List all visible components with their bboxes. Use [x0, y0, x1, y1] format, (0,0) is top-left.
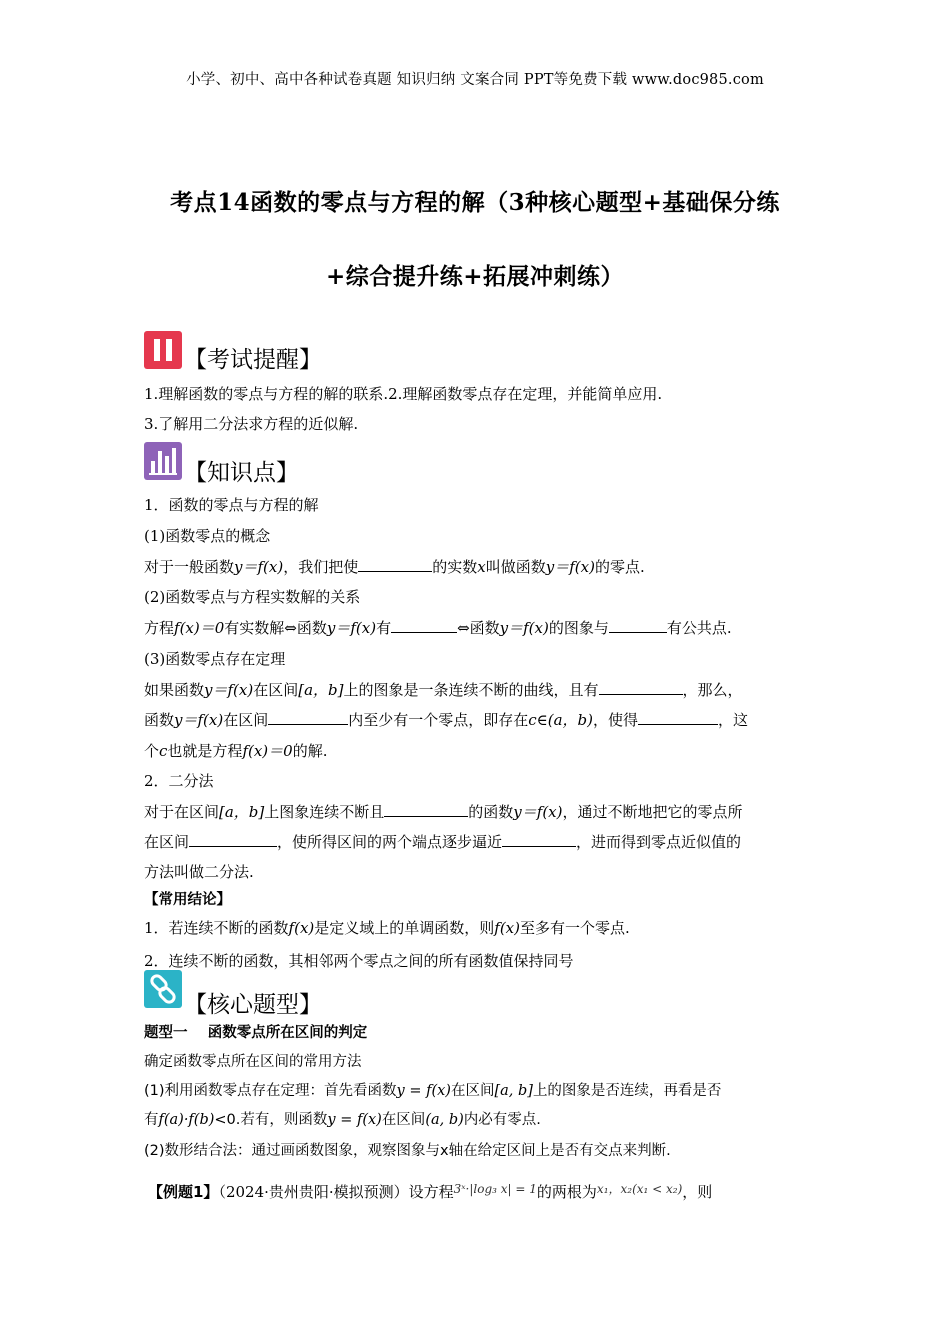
conclusions-title: 【常用结论】 — [144, 892, 231, 908]
method-1-line-1: (1)利用函数零点存在定理：首先看函数y = f(x)在区间[a, b]上的图象是否连续，再看是否 — [144, 1083, 722, 1099]
conclusion-1: 1．若连续不断的函数f(x)是定义域上的单调函数，则f(x)至多有一个零点. — [144, 919, 630, 937]
exam-tip-line-2: 3.了解用二分法求方程的近似解. — [144, 415, 359, 433]
section-title-core: 【核心题型】 — [184, 992, 322, 1018]
knowledge-sub-1b: (2)函数零点与方程实数解的关系 — [144, 588, 361, 606]
knowledge-theorem-line-2: 函数y＝f(x)在区间 内至少有一个零点，即存在c∈(a，b)，使得 ，这 — [144, 711, 749, 729]
pause-icon — [144, 331, 182, 369]
example-1: 【例题1】（2024·贵州贵阳·模拟预测）设方程$^{3ˣ\cdot|log_3 x| = 1}$的两根为$^{x_1,x_2(x_1 < x_2)}$，则 — [148, 1182, 713, 1201]
conclusion-2: 2．连续不断的函数，其相邻两个零点之间的所有函数值保持同号 — [144, 952, 574, 970]
example-1-roots: x₁，x₂(x₁ < x₂) — [596, 1182, 683, 1196]
knowledge-heading-2: 2．二分法 — [144, 772, 214, 790]
method-1-line-2: 有f(a)·f(b)<0.若有，则函数y = f(x)在区间(a, b)内必有零点. — [144, 1112, 541, 1128]
knowledge-theorem-line-1: 如果函数y＝f(x)在区间[a，b]上的图象是一条连续不断的曲线，且有 ，那么， — [144, 681, 743, 699]
knowledge-sub-1a: (1)函数零点的概念 — [144, 527, 271, 545]
problem-type-1-title: 题型一 函数零点所在区间的判定 — [144, 1025, 368, 1041]
section-title-exam-tips: 【考试提醒】 — [184, 347, 322, 373]
example-1-equation: 3ˣ·|log₃ x| = 1 — [453, 1182, 537, 1196]
knowledge-line-relation: 方程f(x)＝0有实数解⇔函数y＝f(x)有 ⇔函数y＝f(x)的图象与 有公共点. — [144, 619, 732, 637]
knowledge-sub-1c: (3)函数零点存在定理 — [144, 650, 286, 668]
method-title: 确定函数零点所在区间的常用方法 — [144, 1054, 362, 1070]
page-title-line1: 考点14函数的零点与方程的解（3种核心题型+基础保分练 — [170, 189, 780, 216]
knowledge-theorem-line-3: 个c也就是方程f(x)＝0的解. — [144, 742, 328, 760]
knowledge-bisection-line-3: 方法叫做二分法. — [144, 863, 254, 881]
knowledge-heading-1: 1．函数的零点与方程的解 — [144, 496, 319, 514]
knowledge-line-zero-def: 对于一般函数y＝f(x)，我们把使 的实数x叫做函数y＝f(x)的零点. — [144, 558, 645, 576]
knowledge-bisection-line-1: 对于在区间[a，b]上图象连续不断且 的函数y＝f(x)，通过不断地把它的零点所 — [144, 803, 743, 821]
method-2: (2)数形结合法：通过画函数图象，观察图象与x轴在给定区间上是否有交点来判断. — [144, 1143, 671, 1159]
link-icon — [144, 970, 182, 1008]
exam-tip-line-1: 1.理解函数的零点与方程的解的联系.2.理解函数零点存在定理，并能简单应用. — [144, 385, 663, 403]
site-header: 小学、初中、高中各种试卷真题 知识归纳 文案合同 PPT等免费下载 www.doc985.com — [186, 72, 764, 88]
bar-chart-icon — [144, 442, 182, 480]
section-title-knowledge: 【知识点】 — [184, 460, 299, 486]
page-title-line2: +综合提升练+拓展冲刺练） — [325, 263, 625, 290]
knowledge-bisection-line-2: 在区间 ，使所得区间的两个端点逐步逼近 ，进而得到零点近似值的 — [144, 833, 742, 851]
